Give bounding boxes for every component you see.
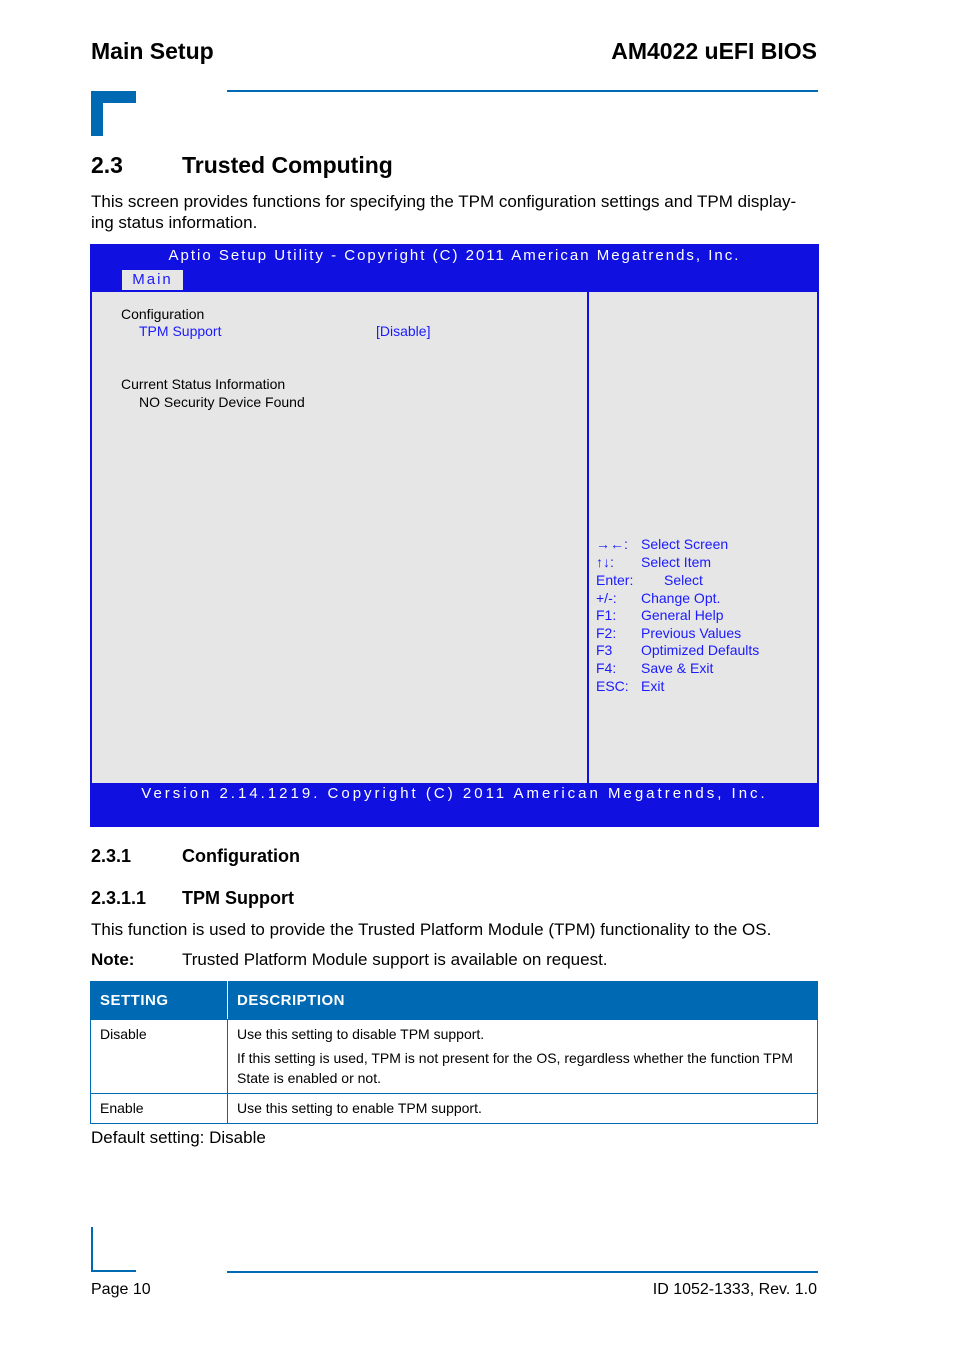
tpm-support-value[interactable]: [Disable] (376, 323, 431, 339)
help-key: +/-: (596, 590, 617, 606)
help-key: F3 (596, 642, 613, 658)
subsection-title: Configuration (182, 846, 300, 866)
intro-line-1: This screen provides functions for specifying the TPM configuration settings and TPM display- (91, 192, 797, 211)
note-label: Note: (91, 950, 135, 969)
tpm-support-item[interactable]: TPM Support (139, 323, 222, 339)
config-heading: Configuration (121, 306, 205, 322)
help-desc: Optimized Defaults (641, 642, 760, 658)
table-header-setting: SETTING (91, 982, 228, 1020)
note-text: Trusted Platform Module support is available on request. (182, 950, 608, 969)
help-desc: Exit (641, 678, 665, 694)
help-key: Enter: (596, 572, 634, 588)
bios-settings-panel (92, 292, 587, 783)
bios-title-bar: Aptio Setup Utility - Copyright (C) 2011 American Megatrends, Inc. (168, 247, 741, 264)
subsubsection-title: TPM Support (182, 888, 294, 908)
setting-cell: Disable (91, 1020, 228, 1094)
status-heading: Current Status Information (121, 376, 286, 392)
table-row (91, 1094, 818, 1124)
settings-table (90, 981, 818, 1124)
status-value: NO Security Device Found (139, 394, 305, 410)
bios-help-panel (589, 292, 817, 783)
table-row (91, 1020, 818, 1094)
section-number: 2.3 (91, 152, 123, 178)
help-desc: Select Item (641, 554, 712, 570)
bios-footer: Version 2.14.1219. Copyright (C) 2011 American Megatrends, Inc. (141, 785, 768, 802)
intro-line-2: ing status information. (91, 213, 258, 232)
description-line: If this setting is used, TPM is not present for the OS, regardless whether the function TPM State is enabled or not. (237, 1050, 793, 1086)
page-number: Page 10 (91, 1281, 151, 1298)
header-document-title: AM4022 uEFI BIOS (611, 38, 817, 64)
description-cell: Use this setting to enable TPM support. (228, 1094, 818, 1124)
description-line: Use this setting to disable TPM support. (237, 1026, 485, 1042)
subsection-number: 2.3.1 (91, 846, 132, 866)
default-setting: Default setting: Disable (91, 1128, 266, 1147)
help-key: F4: (596, 660, 617, 676)
section-title: Trusted Computing (182, 152, 393, 178)
document-id: ID 1052-1333, Rev. 1.0 (652, 1281, 817, 1298)
subsubsection-number: 2.3.1.1 (91, 888, 147, 908)
help-desc: General Help (641, 607, 724, 623)
help-desc: Select (664, 572, 703, 588)
help-key: F1: (596, 607, 617, 623)
tab-main[interactable]: Main (122, 270, 183, 290)
help-desc: Save & Exit (641, 660, 714, 676)
description-cell (228, 1020, 818, 1094)
help-desc: Select Screen (641, 536, 729, 552)
tpm-description: This function is used to provide the Trusted Platform Module (TPM) functionality to the OS. (91, 920, 772, 939)
help-key: ↑↓: (596, 554, 614, 570)
footer-rule (227, 1271, 818, 1273)
help-desc: Change Opt. (641, 590, 721, 606)
bios-screen (90, 244, 819, 827)
header-section-title: Main Setup (91, 38, 214, 64)
corner-mark-bottom (91, 1227, 136, 1272)
help-desc: Previous Values (641, 625, 742, 641)
table-header-description: DESCRIPTION (228, 982, 818, 1020)
help-key: →←: (596, 536, 628, 552)
corner-mark-top (91, 91, 136, 136)
help-key: F2: (596, 625, 617, 641)
setting-cell: Enable (91, 1094, 228, 1124)
intro-paragraph (91, 191, 819, 233)
header-rule (227, 90, 818, 92)
help-key: ESC: (596, 678, 629, 694)
